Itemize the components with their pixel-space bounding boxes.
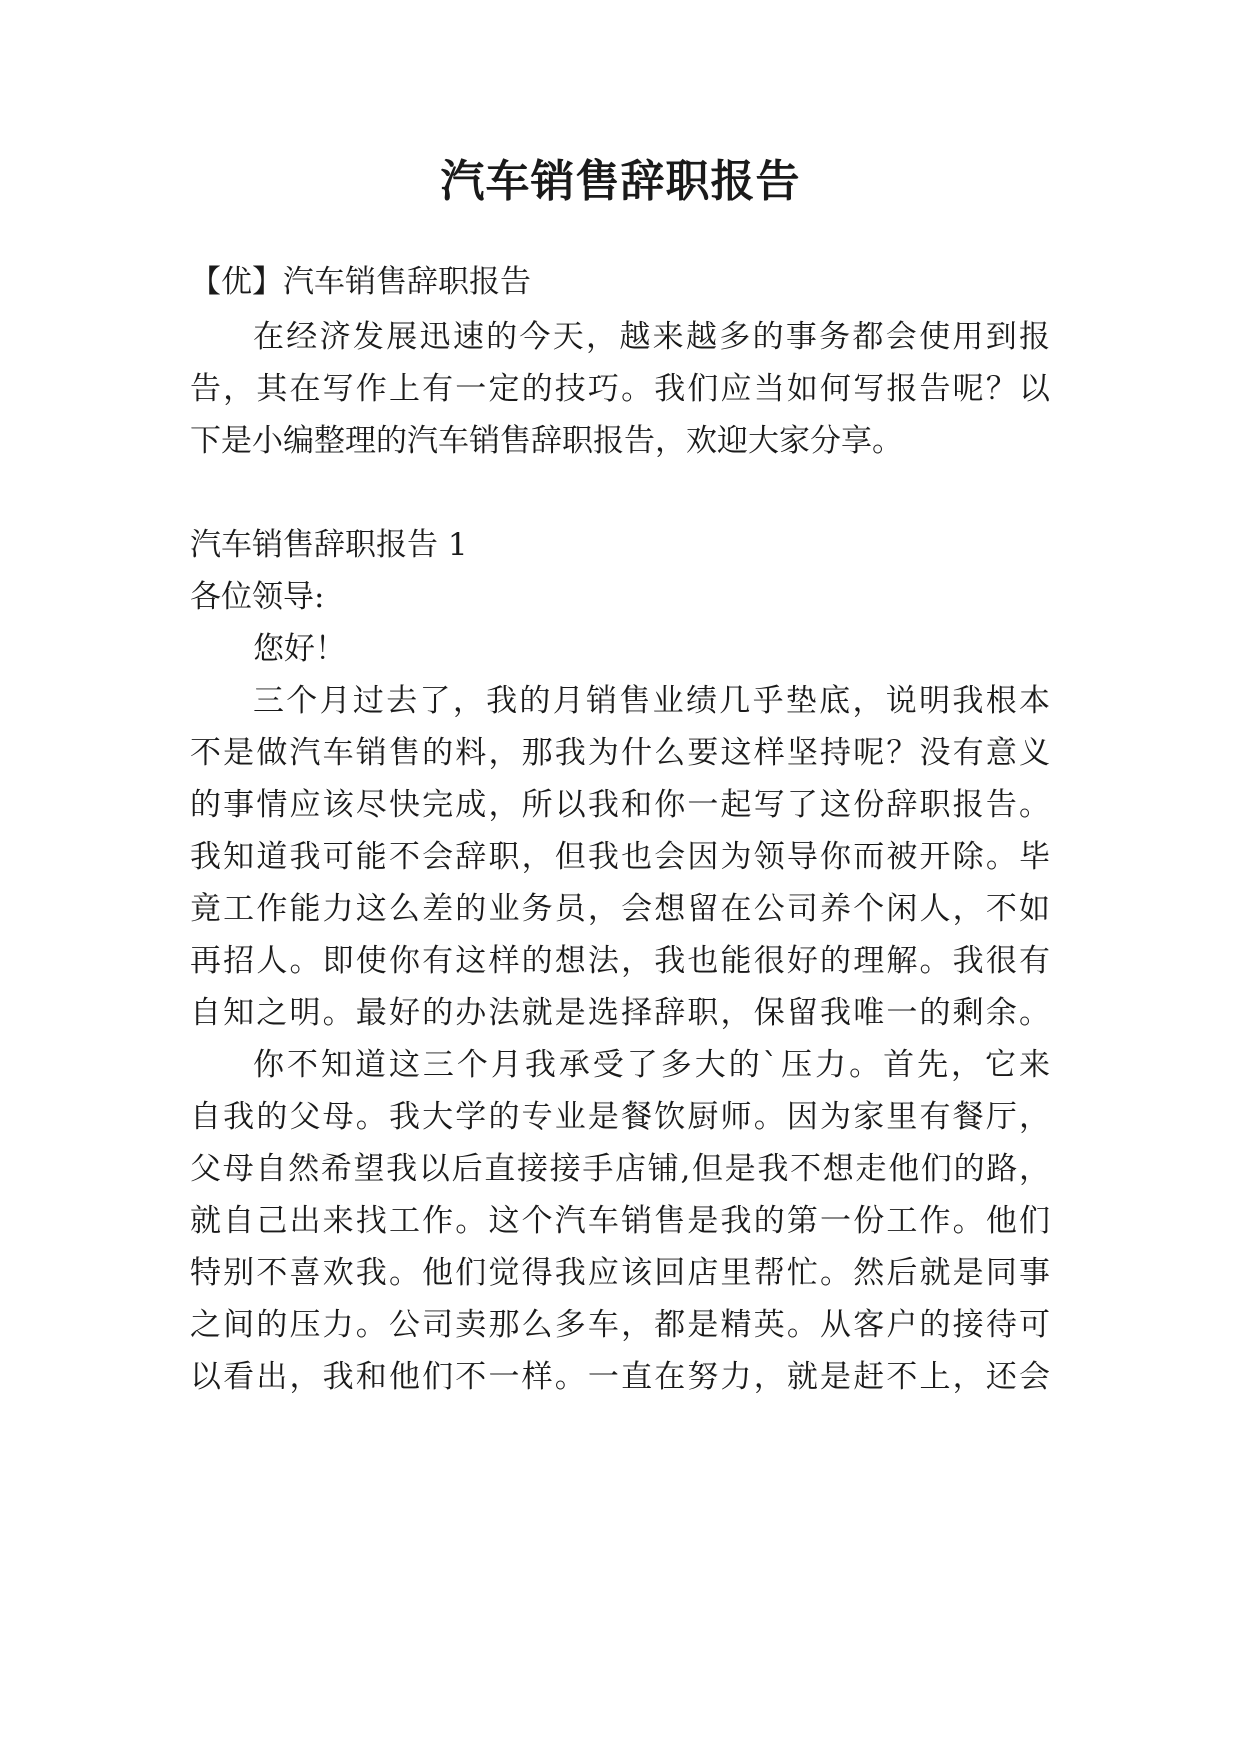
- salutation: 各位领导:: [190, 579, 325, 615]
- greeting: 您好！: [253, 631, 346, 667]
- body-line: 之间的压力。公司卖那么多车，都是精英。从客户的接待可: [190, 1307, 1050, 1343]
- body-line: 自知之明。最好的办法就是选择辞职，保留我唯一的剩余。: [190, 995, 1050, 1031]
- body-line: 特别不喜欢我。他们觉得我应该回店里帮忙。然后就是同事: [190, 1255, 1050, 1291]
- body-line: 父母自然希望我以后直接接手店铺,但是我不想走他们的路，: [190, 1151, 1050, 1187]
- intro-line-1: 在经济发展迅速的今天，越来越多的事务都会使用到报: [253, 319, 1050, 355]
- document-title: 汽车销售辞职报告: [440, 156, 801, 207]
- intro-line-3: 下是小编整理的汽车销售辞职报告，欢迎大家分享。: [190, 423, 903, 459]
- intro-line-2: 告，其在写作上有一定的技巧。我们应当如何写报告呢？以: [190, 371, 1050, 407]
- body-line: 你不知道这三个月我承受了多大的`压力。首先，它来: [253, 1047, 1050, 1083]
- body-line: 不是做汽车销售的料，那我为什么要这样坚持呢？没有意义: [190, 735, 1050, 771]
- body-line: 三个月过去了，我的月销售业绩几乎垫底，说明我根本: [253, 683, 1050, 719]
- subtitle-line: 【优】汽车销售辞职报告: [190, 264, 531, 300]
- body-line: 的事情应该尽快完成，所以我和你一起写了这份辞职报告。: [190, 787, 1050, 823]
- body-line: 以看出，我和他们不一样。一直在努力，就是赶不上，还会: [190, 1359, 1050, 1395]
- body-line: 再招人。即使你有这样的想法，我也能很好的理解。我很有: [190, 943, 1050, 979]
- body-line: 自我的父母。我大学的专业是餐饮厨师。因为家里有餐厅，: [190, 1099, 1050, 1135]
- body-line: 竟工作能力这么差的业务员，会想留在公司养个闲人，不如: [190, 891, 1050, 927]
- section-heading: 汽车销售辞职报告 1: [190, 527, 468, 563]
- body-line: 就自己出来找工作。这个汽车销售是我的第一份工作。他们: [190, 1203, 1050, 1239]
- body-line: 我知道我可能不会辞职，但我也会因为领导你而被开除。毕: [190, 839, 1050, 875]
